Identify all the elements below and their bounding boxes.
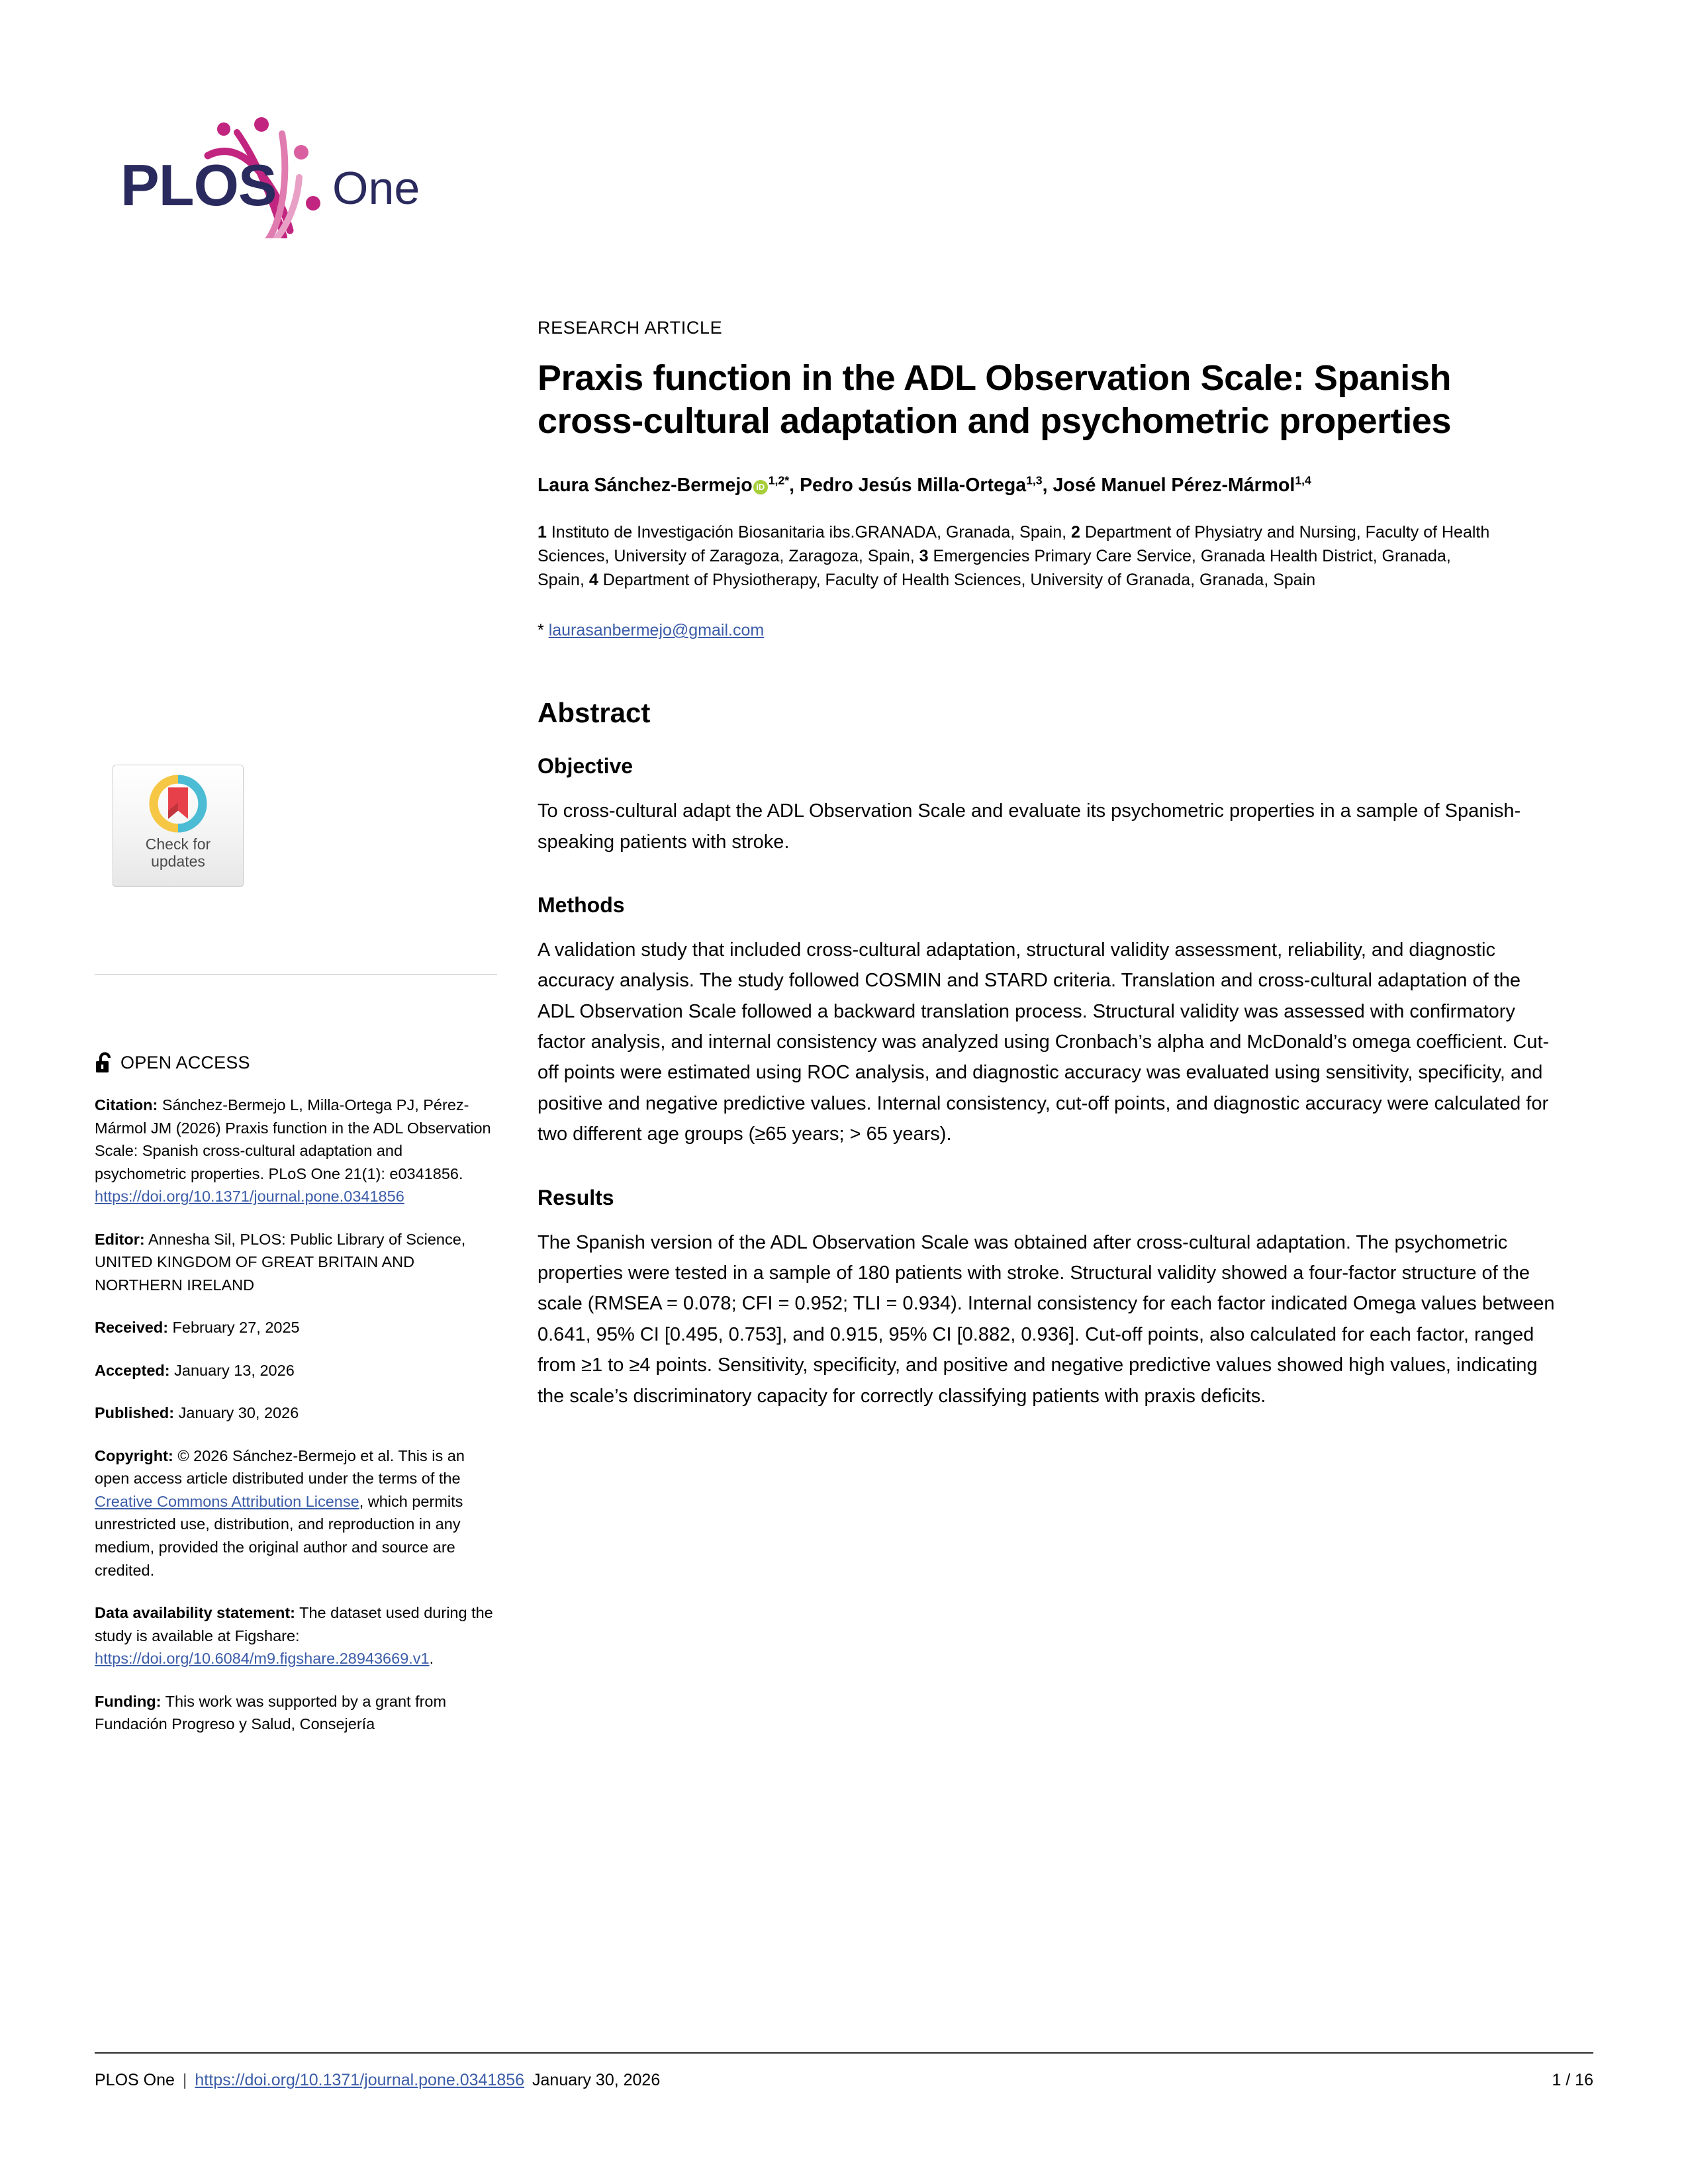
received-block xyxy=(95,1316,497,1339)
crossmark-line1: Check for xyxy=(145,835,211,853)
abstract-objective-text: To cross-cultural adapt the ADL Observation Scale and evaluate its psychometric properties in a sample of Spanish-speaking patients with stroke. xyxy=(538,800,1521,853)
corresponding-author xyxy=(538,621,1557,640)
funding-block xyxy=(95,1690,497,1736)
abstract-methods-text: A validation study that included cross-cultural adaptation, structural validity assessment, reliability, and diagnostic accuracy analysis. The study followed COSMIN and STARD criteria. Translation and cross-cultural adaptation of the ADL Observation Scale followed a backward translation process. Structural validity was assessed with confirmatory factor analysis, and internal consistency was analyzed using Cronbach’s alpha and McDonald’s omega coefficient. Cut-off points were estimated using ROC analysis, and diagnostic accuracy was evaluated using sensitivity, specificity, and positive and negative predictive values. Internal consistency, cut-off points, and diagnostic accuracy were calculated for two different age groups (≥65 years; > 65 years). xyxy=(538,939,1550,1145)
editor-block xyxy=(95,1228,497,1297)
affil-3-text: Emergencies Primary Care Service, Granada Health District, Granada, Spain, xyxy=(538,547,1451,590)
footer-left-group xyxy=(95,2071,660,2090)
citation-doi-link[interactable]: https://doi.org/10.1371/journal.pone.0341856 xyxy=(95,1188,404,1206)
author-2-name: , Pedro Jesús Milla-Ortega xyxy=(789,474,1027,496)
author-1-name: Laura Sánchez-Bermejo xyxy=(538,474,753,496)
crossmark-label xyxy=(146,836,211,871)
page-footer xyxy=(95,2071,1593,2090)
affil-1-text: Instituto de Investigación Biosanitaria ibs.GRANADA, Granada, Spain, xyxy=(551,523,1067,542)
author-3-name: , José Manuel Pérez-Mármol xyxy=(1042,474,1295,496)
citation-block xyxy=(95,1094,497,1208)
open-access-label: OPEN ACCESS xyxy=(120,1052,250,1072)
affiliations xyxy=(538,520,1557,592)
editor-label: Editor: xyxy=(95,1230,145,1248)
author-3-affil-marks: 1,4 xyxy=(1295,473,1311,487)
svg-text:One: One xyxy=(332,162,420,214)
svg-text:PLOS: PLOS xyxy=(120,152,277,218)
funding-label: Funding: xyxy=(95,1692,162,1710)
abstract-objective-heading: Objective xyxy=(538,754,633,779)
data-availability-period: . xyxy=(429,1650,434,1668)
affil-4-num: 4 xyxy=(588,571,598,590)
citation-label: Citation: xyxy=(95,1096,158,1114)
copyright-text-end: , which permits unrestricted use, distribution, and reproduction in any medium, provided the original author and source are credited. xyxy=(95,1492,463,1579)
footer-separator: | xyxy=(182,2071,187,2089)
accepted-block xyxy=(95,1359,497,1382)
crossmark-line2: updates xyxy=(151,852,205,870)
copyright-text-start: © 2026 Sánchez-Bermejo et al. This is an open access article distributed under the terms of the xyxy=(95,1447,465,1488)
footer-page-number: 1 / 16 xyxy=(1552,2071,1593,2089)
citation-text: Sánchez-Bermejo L, Milla-Ortega PJ, Pérez-Mármol JM (2026) Praxis function in the ADL Observation Scale: Spanish cross-cultural adaptation and psychometric properties. PLoS One 21(1): e0341856. xyxy=(95,1096,491,1182)
abstract-methods-heading: Methods xyxy=(538,892,625,917)
data-availability-text: The dataset used during the study is available at Figshare: xyxy=(95,1604,493,1644)
open-access-row xyxy=(95,1051,497,1074)
received-label: Received: xyxy=(95,1319,169,1337)
affil-4-text: Department of Physiotherapy, Faculty of Health Sciences, University of Granada, Granada, Spain xyxy=(602,571,1316,590)
figshare-link[interactable]: https://doi.org/10.6084/m9.figshare.28943669.v1 xyxy=(95,1650,430,1668)
sidebar xyxy=(95,973,497,1736)
cc-license-link[interactable]: Creative Commons Attribution License xyxy=(95,1492,359,1510)
orcid-icon[interactable]: iD xyxy=(753,480,768,495)
footer-doi-link[interactable]: https://doi.org/10.1371/journal.pone.0341856 xyxy=(195,2071,525,2089)
crossmark-icon xyxy=(149,775,207,833)
published-block xyxy=(95,1401,497,1425)
accepted-label: Accepted: xyxy=(95,1361,170,1379)
footer-date: January 30, 2026 xyxy=(532,2071,661,2089)
copyright-label: Copyright: xyxy=(95,1447,173,1464)
crossmark-badge[interactable] xyxy=(113,765,244,887)
article-type-label: RESEARCH ARTICLE xyxy=(538,318,723,338)
open-lock-icon xyxy=(95,1051,115,1074)
received-text: February 27, 2025 xyxy=(168,1319,300,1337)
abstract-heading: Abstract xyxy=(538,697,651,729)
corresponding-email-link[interactable]: laurasanbermejo@gmail.com xyxy=(548,621,765,640)
copyright-block xyxy=(95,1445,497,1582)
author-1-affil-marks: 1,2* xyxy=(768,473,790,487)
abstract-results-heading: Results xyxy=(538,1185,614,1210)
main-column xyxy=(538,318,1557,1411)
footer-divider xyxy=(95,2052,1593,2054)
affil-3-num: 3 xyxy=(919,547,929,566)
editor-text: Annesha Sil, PLOS: Public Library of Science, UNITED KINGDOM OF GREAT BRITAIN AND NORTHERN IRELAND xyxy=(95,1230,466,1294)
published-label: Published: xyxy=(95,1404,175,1422)
author-list xyxy=(538,473,1557,498)
footer-journal: PLOS One xyxy=(95,2071,175,2089)
corresponding-marker: * xyxy=(538,621,544,640)
accepted-text: January 13, 2026 xyxy=(169,1361,295,1379)
published-text: January 30, 2026 xyxy=(174,1404,299,1422)
plos-one-logo-svg xyxy=(87,93,432,238)
plos-one-logo xyxy=(87,93,432,238)
affil-2-num: 2 xyxy=(1071,523,1080,542)
page-title: Praxis function in the ADL Observation Scale: Spanish cross-cultural adaptation and psychometric properties xyxy=(538,358,1452,442)
abstract-results-text: The Spanish version of the ADL Observation Scale was obtained after cross-cultural adaptation. The psychometric properties were tested in a sample of 180 patients with stroke. Structural validity showed a four-factor structure of the scale (RMSEA = 0.078; CFI = 0.952; TLI = 0.934). Internal consistency for each factor indicated Omega values between 0.641, 95% CI [0.495, 0.753], and 0.915, 95% CI [0.882, 0.936]. Cut-off points, also calculated for each factor, ranged from ≥1 to ≥4 points. Sensitivity, specificity, and positive and negative predictive values showed high values, indicating the scale’s discriminatory capacity for correctly classifying patients with praxis deficits. xyxy=(538,1231,1555,1407)
funding-text: This work was supported by a grant from Fundación Progreso y Salud, Consejería xyxy=(95,1692,447,1733)
author-2-affil-marks: 1,3 xyxy=(1026,473,1043,487)
data-availability-label: Data availability statement: xyxy=(95,1604,295,1622)
data-availability-block xyxy=(95,1601,497,1670)
affil-2-text: Department of Physiatry and Nursing, Faculty of Health Sciences, University of Zaragoza, Zaragoza, Spain, xyxy=(538,523,1490,566)
affil-1-num: 1 xyxy=(538,523,547,542)
